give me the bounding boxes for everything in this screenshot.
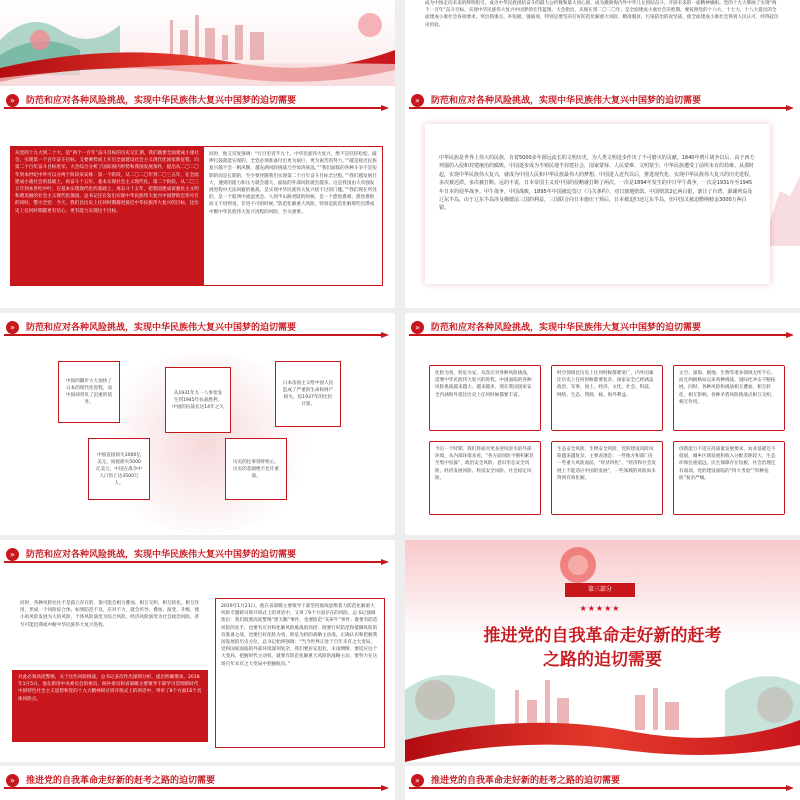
fact-card: 中国的脚步大大加快了日本的现代化进程，而中国却背负了沉重的债务。: [58, 361, 120, 423]
star-row: [565, 604, 635, 613]
header-rule: [4, 561, 385, 563]
section-title: 推进党的自我革命走好新的赶考之路的迫切需要: [431, 776, 621, 786]
chevron-icon: »: [411, 321, 424, 334]
chevron-icon: »: [6, 321, 19, 334]
title-line: 之路的迫切需要: [543, 650, 662, 670]
section-header: [405, 770, 800, 792]
slide-two-column: [0, 86, 395, 308]
right-text-frame: [215, 598, 385, 748]
header-arrow: [786, 785, 794, 791]
right-paragraph: 2019年1月21日，他在省部级主要领导干部坚持底线思维着力防范化解重大风险专题研讨班开班式上的讲话中，又讲了9个方面存在的风险。总书记强调指出：我们既要高度警惕“黑天鹅”事件，也要防范“灰犀牛”事件；既要有防范风险的先手，也要有应对和化解风险挑战的高招；既要打好防范和抵御风险的有准备之战，也要打好化险为夷、转危为机的战略主动战。正确认识和把握我国发展的历史方位，总书记始终强调：“当今世界正处于百年未有之大变局，党和国家面临的外部环境深刻复杂，我们要居安思危、未雨绸缪，要适应这个大变局，把握时代主动权，就要有防范化解重大风险的战略主动，要努力在这场百年未有之大变局中把握航向。”: [221, 604, 378, 667]
header-arrow: [381, 785, 389, 791]
slide-header-strip: [405, 766, 800, 800]
header-arrow: [381, 332, 389, 338]
star-icon: ★: [595, 604, 605, 613]
section-title: 防范和应对各种风险挑战，实现中华民族伟大复兴中国梦的迫切需要: [26, 550, 297, 560]
slide-history: [405, 86, 800, 308]
slide-section-divider: [405, 540, 800, 762]
risk-card: 化险为夷、转危为安，从容应对各种风险挑战，需要中华民族伟大复兴的进程。中国面临的各种风险挑战越来越大、越来越多，现在我国国家安全内涵和外延比历史上任何时候都要丰富。: [429, 365, 541, 431]
header-arrow: [786, 332, 794, 338]
risk-card: 创新能力不适应高质量发展要求，农业基础还不稳固，城乡区域发展和收入分配差距较大，生态环保任重道远，民生保障存在短板，社会治理还有弱项。党的建设面临的“四大考验”“四种危险”复杂严峻。: [673, 441, 785, 515]
fact-card: 日本帝国主义给中国人民造成了严重的生命和财产损失，投1937年的比价计算。: [275, 361, 341, 427]
slide-risk-analysis: [0, 540, 395, 762]
star-icon: ★: [612, 604, 621, 613]
header-rule: [4, 107, 385, 109]
chevron-icon: »: [6, 548, 19, 561]
chevron-icon: »: [6, 774, 19, 787]
chevron-icon: »: [411, 774, 424, 787]
section-header: [0, 90, 395, 112]
section-title: 防范和应对各种风险挑战，实现中华民族伟大复兴中国梦的迫切需要: [431, 96, 702, 106]
slide-header-strip: [0, 766, 395, 800]
left-red-panel: [12, 670, 208, 742]
divider-title: [425, 624, 780, 672]
risk-card: 时空领域比历史上任何时候都要宽广，内外因素比历史上任何时候都要复杂。国家安全已经涵盖政治、军事、国土、经济、文化、社会、科技、网络、生态、资源、核、海外利益。: [551, 365, 663, 431]
risk-card: 今后一个时期，我们将面对更多逆风逆水的外部环境，从内部环境来看，“各方面风险不断积累甚至集中显露”，政治安全风险、意识形态安全风险、经济发展风险、科技安全风险、社会稳定风险。: [429, 441, 541, 515]
section-header: [405, 317, 800, 339]
section-title: 推进党的自我革命走好新的赶考之路的迫切需要: [26, 776, 216, 786]
section-title: 防范和应对各种风险挑战，实现中华民族伟大复兴中国梦的迫切需要: [431, 323, 702, 333]
header-arrow: [786, 105, 794, 111]
header-rule: [409, 787, 790, 789]
section-title: 防范和应对各种风险挑战，实现中华民族伟大复兴中国梦的迫切需要: [26, 96, 297, 106]
fact-card: 中国直接损失1000亿美元，间接损失5000亿美元，中国在战争中人口伤亡达3500万人。: [88, 438, 150, 500]
right-text-frame: [203, 146, 383, 286]
left-paragraph: 同时，各种风险往往不是孤立存在的，很可能会相互叠加、相互交织、相互转化、相互作用，形成一个风险综合体。如果防范不及、应对不力，就会传导、叠加、演变、升级，使小的风险发展为大的风险，个体风险演变为综合风险，经济风险演变为社会政治风险，甚至可能迟滞或中断中华民族伟大复兴进程。: [20, 601, 200, 628]
risk-card: 生态安全风险、生物安全风险、党的建设风险风险越来越复杂。主要表现是：一些地方和部门在一些重大风险面前，“经济四化”、“经济和社会发展上不能适应中国的发展”，一些领域的风险尚未得到有效化解。: [551, 441, 663, 515]
star-icon: ★: [604, 604, 613, 613]
header-rule: [4, 334, 385, 336]
section-header: [0, 770, 395, 792]
star-icon: ★: [579, 604, 588, 613]
right-paragraph: 同时，他又反复强调：“行百里者半九十。中华民族伟大复兴，绝不是轻轻松松、敲锣打鼓就能实现的。全党必须准备付出更为艰巨、更为艰苦的努力。”“越是接近民族复兴越不会一帆风顺，越充满风险挑战乃至惊涛骇浪。”“我们面临的各种斗争不是短期的而是长期的，至少要伴随我们实现第二个百年奋斗目标全过程。”“我们越发展壮大，遇到的阻力和压力就会越大，面临的外部风险就会越多。这是我国由大向强发展进程中无法回避的挑战，是实现中华民族伟大复兴绕不过的门槛。”“我们现在所处的，是一个船到中流浪更急、人到半山路更陡的时候，是一个愈进愈难、愈进愈险而又不进则退、非进不可的时候。”防范化解重大风险，特别是防范化解那些迟滞或中断中华民族伟大复兴进程的风险，至关重要。: [209, 152, 377, 215]
header-rule: [4, 787, 385, 789]
part-label-badge: [565, 583, 635, 597]
fact-card: 从1931年九一八事变发生到1945年抗战胜利，中国的抗战长达14年之久: [165, 367, 231, 433]
left-red-panel: [10, 146, 205, 286]
section-title: 防范和应对各种风险挑战，实现中华民族伟大复兴中国梦的迫切需要: [26, 323, 297, 333]
left-red-paragraph: 对此必须高度警惕，关于这些风险挑战，总书记多次作出深刻分析、提出明确要求。2018年1月5日，他在新进中央委员会的委员、候补委员和省部级主要领导干部学习贯彻新时代中国特色社会主义思想和党的十九大精神研讨班开班式上的讲话中，列举了8个方面16个具体风险点。: [18, 675, 202, 702]
star-icon: ★: [587, 604, 596, 613]
chevron-icon: »: [411, 94, 424, 107]
history-text-frame: [425, 124, 770, 284]
slide-cards-radial: [0, 313, 395, 535]
section-header: [0, 317, 395, 339]
header-rule: [409, 334, 790, 336]
chevron-icon: »: [6, 94, 19, 107]
slide-six-cards: [405, 313, 800, 535]
left-paragraph: 从党的十九大到二十大，是“两个一百年”奋斗目标的历史交汇期。我们既要全面建成小康社会、实现第一个百年奋斗目标，又要乘势而上开启全面建设社会主义现代化国家新征程，向第二个百年奋斗目标进军。大会综合分析了国际国内形势和我国发展条件，提出从二〇二〇年到本世纪中叶可以分两个阶段来安排：第一个阶段，从二〇二〇年到二〇三五年，在全面建成小康社会的基础上，再奋斗十五年，基本实现社会主义现代化。第二个阶段，从二〇三五年到本世纪中叶，在基本实现现代化的基础上，再奋斗十五年，把我国建成富强民主文明和谐美丽的社会主义现代化强国。总书记还在发出实现中华民族伟大复兴中国梦的宏伟号召的同时，警示全党：今天，我们比历史上任何时期都更接近中华民族伟大复兴的目标，比历史上任何时期都更有信心、更有能力实现这个目标。: [15, 151, 199, 214]
header-arrow: [381, 105, 389, 111]
header-rule: [409, 107, 790, 109]
title-line: 推进党的自我革命走好新的赶考: [483, 626, 722, 646]
header-arrow: [381, 559, 389, 565]
history-paragraph: 中华民族是世界上伟大的民族，有着5000多年源远流长的文明历史，为人类文明进步作出了不可磨灭的贡献。1840年鸦片战争以后，由于西方列强的入侵和封建统治的腐败，中国逐步成为半殖民地半封建社会，国家蒙辱、人民蒙难、文明蒙尘，中华民族遭受了前所未有的劫难。从那时起，实现中华民族伟大复兴，就成为中国人民和中华民族最伟大的梦想。中国进入近代以后，推进现代化、实现中华民族伟大复兴的历史进程，多次被迟滞，多次被打断。远的不说，日本帝国主义对中国的侵略就打断了两次。一次是1894年发生的中日甲午战争，一次是1931年至1945年日本的侵华战争。甲午战争，中国战败，1895年中国被迫签订《马关条约》，对日割地赔款。中国赔款2亿两白银，割让了台湾、澎湖列岛及辽东半岛，由于辽东半岛涉及俄德法三国的利益，三国联合向日本施压干预后，日本被迫归还辽东半岛，但中国又被迫缴纳赎金3000万两白银。: [439, 155, 755, 212]
risk-card: 太空、深海、极地、生物等诸多领域无所不在。而且两极格局以来各种挑战，国际化冲击不断拓展。同时，各种风险和挑战相互叠加、相互转化、相互影响，各种矛盾风险挑战点相互交织、相互作用。: [673, 365, 785, 431]
paragraph: 成为中国走向未来的鲜明指引，成为中华民族团结奋斗的最大公约数和最大同心圆，成为激励海内外中华儿女团结奋斗、开辟未来的一面精神旗帜。党的十九大擘画了实现“两个一百年”奋斗目标、实现中华民族伟大复兴中国梦的宏伟蓝图。大会指出，从现在到二〇二〇年，是全面建成小康社会决胜期。要按照党的十六大、十七大、十八大提出的全面建成小康社会各项要求，突出抓重点、补短板、强弱项，特别是要坚决打好防范化解重大风险、精准脱贫、污染防治的攻坚战，使全面建成小康社会得到人民认可、经得起历史检验。: [425, 1, 779, 28]
landscape-illustration: [0, 0, 395, 86]
part-label: 第三部分: [587, 586, 612, 593]
section-header: [0, 544, 395, 566]
section-header: [405, 90, 800, 112]
fact-card: 历史的往事刻骨铭心，历史的悲剧绝不允许重演。: [225, 438, 287, 500]
left-text-block: [20, 600, 200, 629]
